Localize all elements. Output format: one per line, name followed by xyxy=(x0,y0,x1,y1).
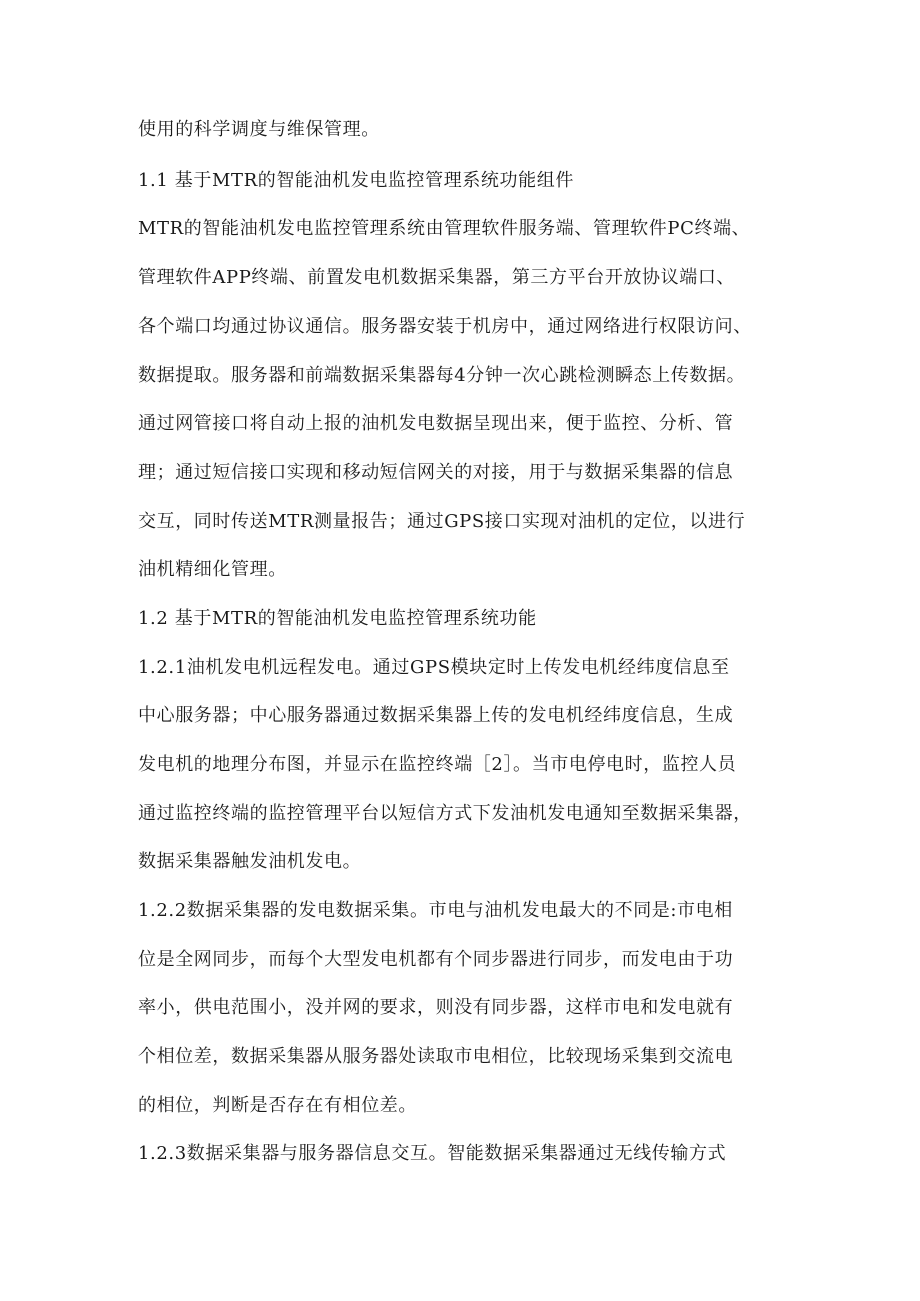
text-line: 位是全网同步，而每个大型发电机都有个同步器进行同步，而发电由于功 xyxy=(138,949,734,970)
text-line: 1.2.2数据采集器的发电数据采集。市电与油机发电最大的不同是:市电相 xyxy=(138,900,733,921)
section-heading: 1.1 基于MTR的智能油机发电监控管理系统功能组件 xyxy=(138,170,574,191)
text-line: 数据提取。服务器和前端数据采集器每4分钟一次心跳检测瞬态上传数据。 xyxy=(138,365,746,386)
text-line: 的相位，判断是否存在有相位差。 xyxy=(138,1095,417,1116)
text-line: 管理软件APP终端、前置发电机数据采集器，第三方平台开放协议端口、 xyxy=(138,267,736,288)
text-line: 理；通过短信接口实现和移动短信网关的对接，用于与数据采集器的信息 xyxy=(138,462,734,483)
text-line: MTR的智能油机发电监控管理系统由管理软件服务端、管理软件PC终端、 xyxy=(138,218,751,239)
section-heading: 1.2 基于MTR的智能油机发电监控管理系统功能 xyxy=(138,608,537,629)
text-line: 油机精细化管理。 xyxy=(138,559,287,580)
text-line: 交互，同时传送MTR测量报告；通过GPS接口实现对油机的定位，以进行 xyxy=(138,511,746,532)
text-line: 率小，供电范围小，没并网的要求，则没有同步器，这样市电和发电就有 xyxy=(138,997,734,1018)
text-line: 使用的科学调度与维保管理。 xyxy=(138,119,380,140)
text-line: 1.2.1油机发电机远程发电。通过GPS模块定时上传发电机经纬度信息至 xyxy=(138,657,730,678)
text-line: 个相位差，数据采集器从服务器处读取市电相位，比较现场采集到交流电 xyxy=(138,1046,734,1067)
text-line: 数据采集器触发油机发电。 xyxy=(138,851,362,872)
text-line: 中心服务器；中心服务器通过数据采集器上传的发电机经纬度信息，生成 xyxy=(138,705,734,726)
text-line: 通过网管接口将自动上报的油机发电数据呈现出来，便于监控、分析、管 xyxy=(138,413,734,434)
text-line: 1.2.3数据采集器与服务器信息交互。智能数据采集器通过无线传输方式 xyxy=(138,1143,727,1164)
text-line: 各个端口均通过协议通信。服务器安装于机房中，通过网络进行权限访问、 xyxy=(138,316,752,337)
text-line: 通过监控终端的监控管理平台以短信方式下发油机发电通知至数据采集器， xyxy=(138,803,752,824)
text-line: 发电机的地理分布图，并显示在监控终端［2］。当市电停电时，监控人员 xyxy=(138,754,737,775)
